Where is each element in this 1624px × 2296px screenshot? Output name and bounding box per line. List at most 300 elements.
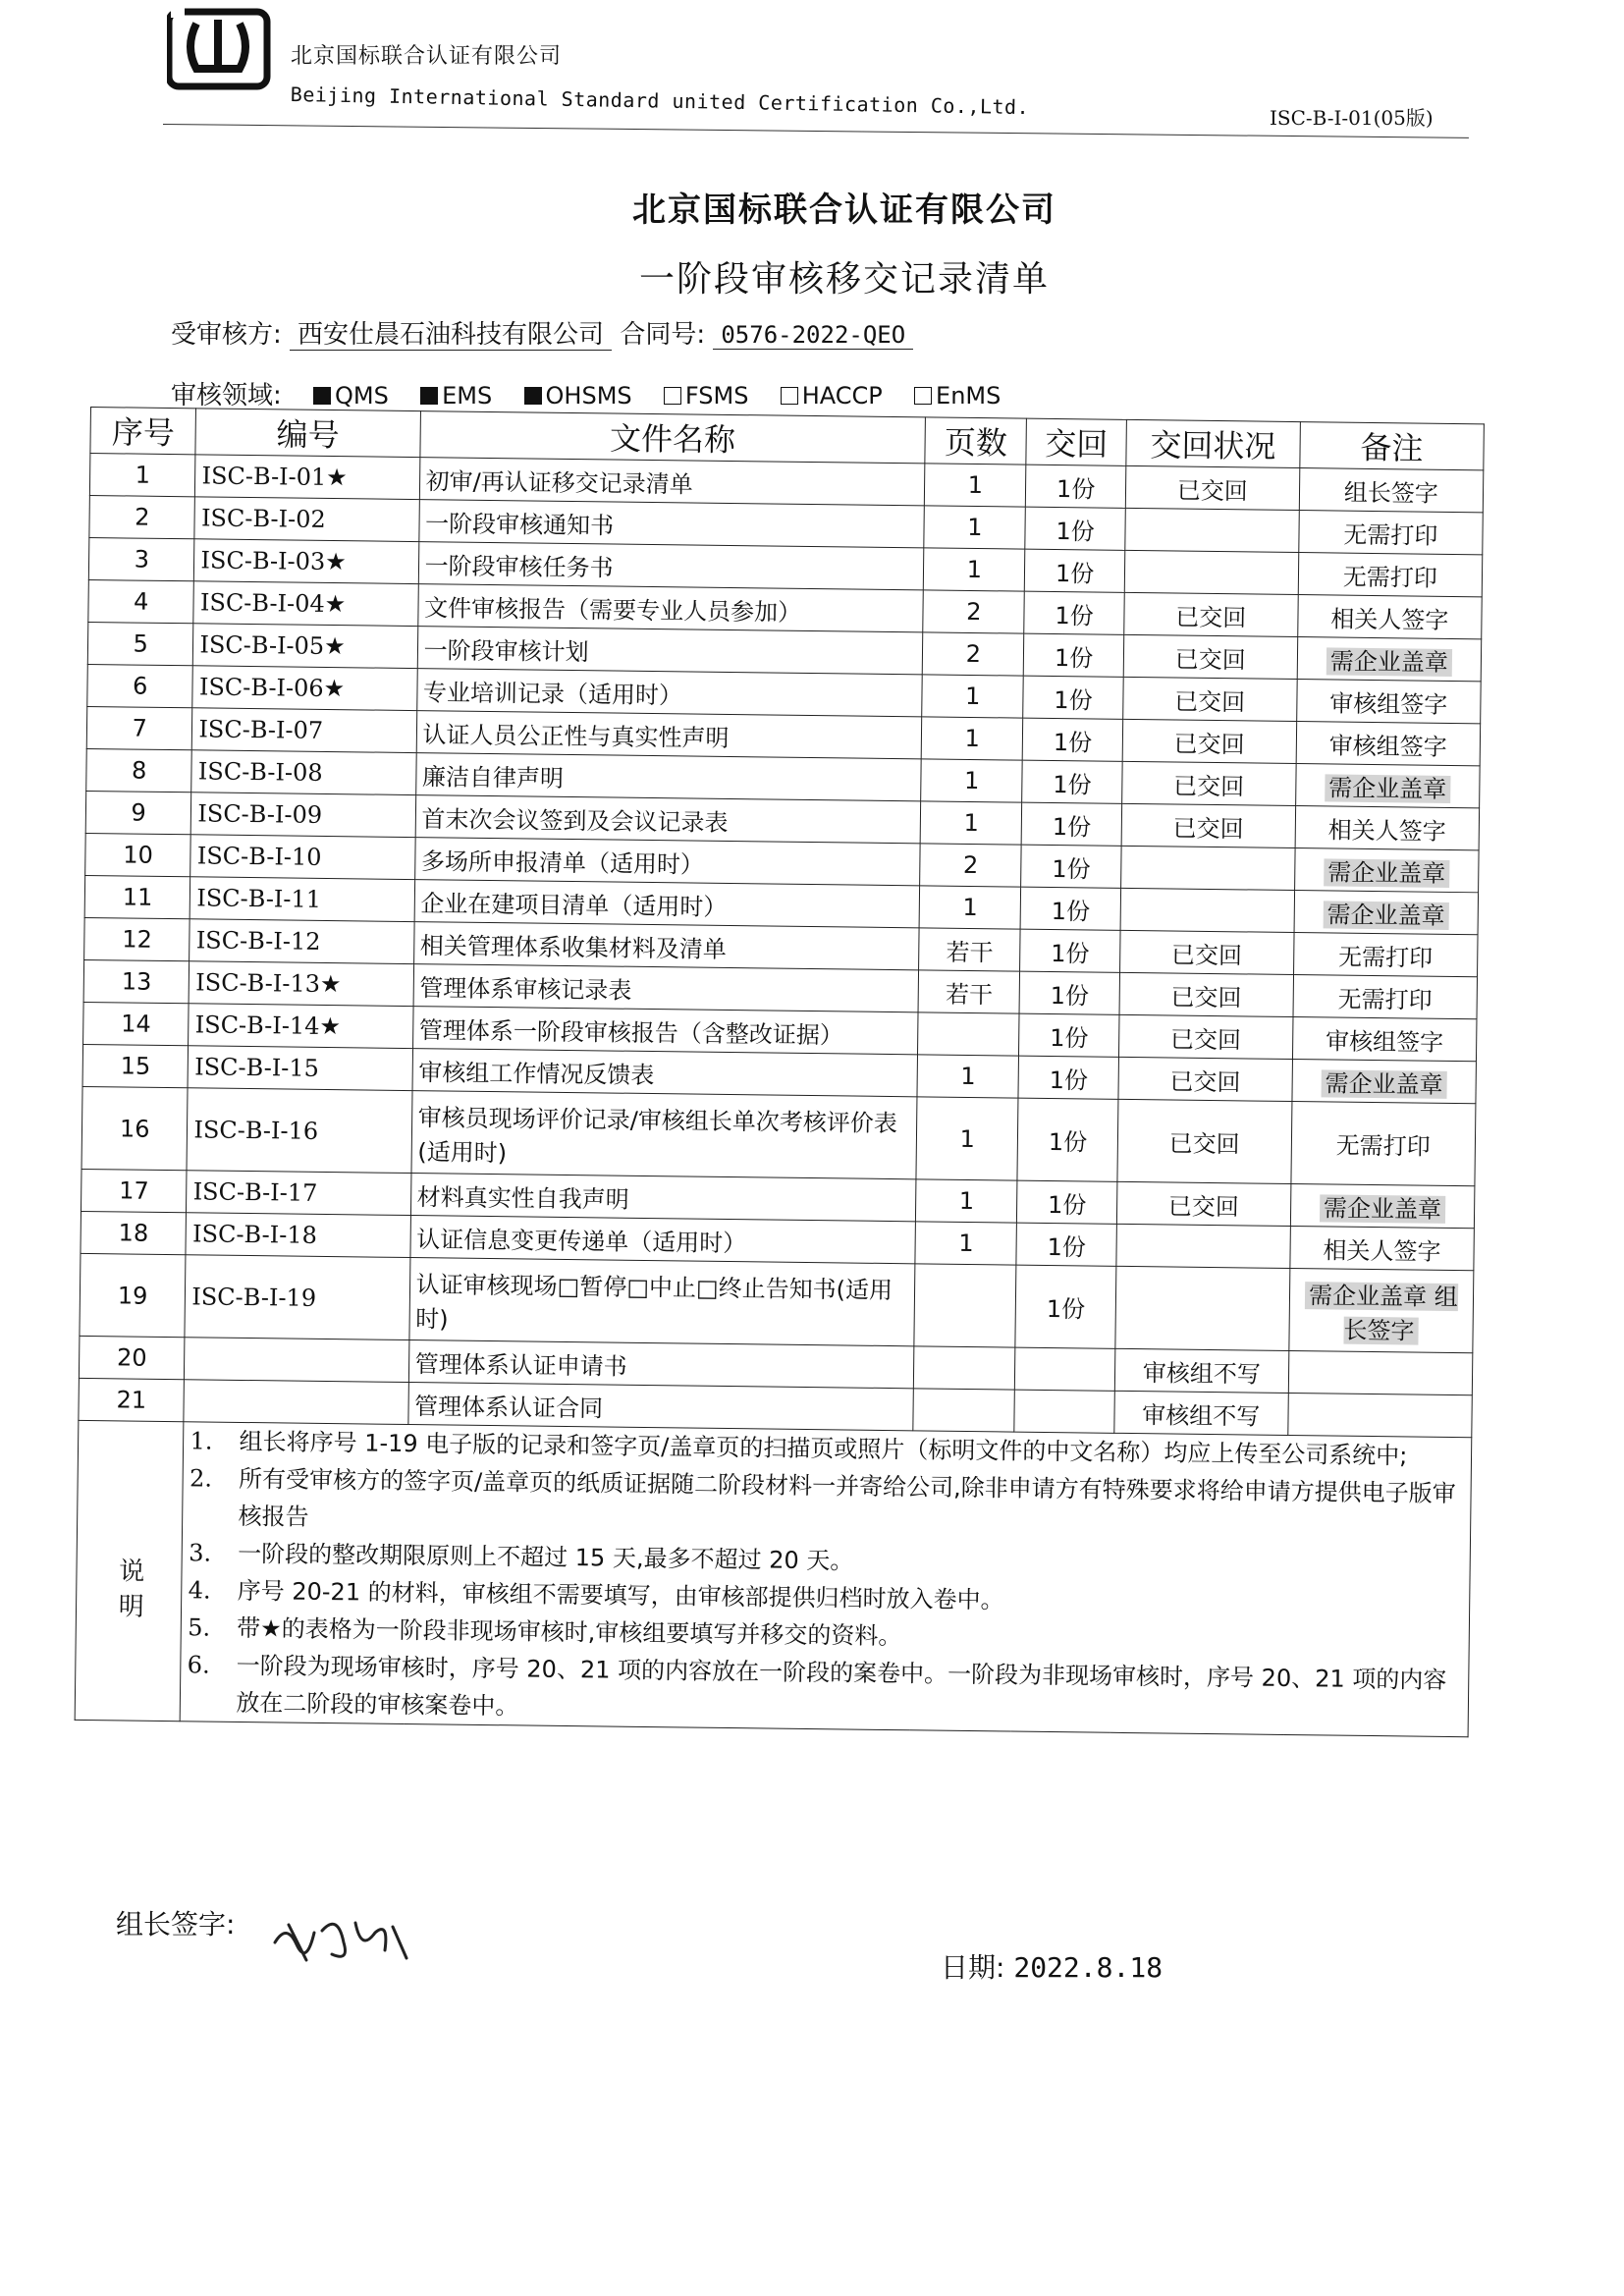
row-remark-text: 需企业盖章: [1320, 1194, 1445, 1224]
note-item: 2. 所有受审核方的签字页/盖章页的纸质证据随二阶段材料一并寄给公司,除非申请方有特殊要求将给申请方提供电子版审核报告: [189, 1464, 1456, 1531]
row-remark: [1290, 1183, 1475, 1228]
row-returned: [1022, 802, 1122, 846]
leader-signature-label: 组长签字:: [116, 1908, 236, 1941]
handover-table: [75, 407, 1485, 1737]
header-returned: 交回: [1026, 418, 1126, 465]
row-name-text: 管理体系审核记录表: [419, 973, 632, 1005]
row-no-text: 17: [119, 1176, 149, 1205]
row-name-text: 文件审核报告（需要专业人员参加）: [423, 593, 802, 627]
row-pages: [914, 1346, 1016, 1390]
row-no-text: 10: [123, 841, 154, 869]
auditee-label: 受审核方:: [171, 320, 282, 350]
row-code-text: ISC-B-I-19: [191, 1282, 317, 1312]
row-no: [84, 917, 190, 960]
row-code: [194, 539, 419, 584]
row-no-text: 15: [120, 1052, 151, 1080]
row-no: [79, 1378, 185, 1421]
row-status: [1122, 677, 1296, 721]
domain-option-haccp: HACCP: [781, 382, 883, 410]
row-status-text: 已交回: [1175, 603, 1247, 631]
row-remark-text: 无需打印: [1342, 563, 1438, 592]
row-remark: [1295, 764, 1480, 808]
row-name-text: 初审/再认证移交记录清单: [425, 466, 693, 499]
row-remark-text: 无需打印: [1337, 943, 1434, 972]
row-code-text: ISC-B-I-11: [196, 884, 322, 913]
row-remark: [1298, 553, 1483, 597]
row-no: [88, 579, 194, 623]
row-name-text: 一阶段审核通知书: [424, 509, 615, 540]
row-name: [412, 1049, 918, 1097]
row-code-text: ISC-B-I-01★: [201, 462, 348, 492]
note-item: 4. 序号 20-21 的材料，审核组不需要填写，由审核部提供归档时放入卷中。: [188, 1576, 1004, 1614]
note-item: 6. 一阶段为现场审核时，序号 20、21 项的内容放在一阶段的案卷中。一阶段为非现场审核时，序号 20、21 项的内容放在二阶段的审核案卷中。: [187, 1651, 1447, 1721]
row-name: [417, 627, 923, 675]
row-no: [88, 537, 194, 580]
row-remark: [1290, 1226, 1475, 1270]
row-remark: [1291, 1102, 1476, 1186]
row-pages: [923, 548, 1025, 591]
row-name: [410, 1216, 916, 1264]
domain-option-qms: QMS: [313, 382, 389, 410]
row-pages: [920, 801, 1022, 845]
row-returned-text: 1份: [1055, 601, 1094, 629]
row-no-text: 20: [116, 1343, 147, 1372]
row-no: [81, 1169, 187, 1212]
row-name: [416, 669, 922, 717]
row-remark-text: 审核组签字: [1329, 688, 1448, 719]
checkbox-unchecked-icon: [781, 387, 798, 405]
row-name-text: 首末次会议签到及会议记录表: [421, 804, 729, 837]
row-pages-text: 1: [959, 1124, 976, 1153]
row-returned-text: 1份: [1050, 1023, 1089, 1052]
row-no-text: 11: [122, 883, 153, 911]
row-status: [1125, 508, 1299, 552]
row-status-text: 已交回: [1169, 1066, 1241, 1096]
auditee-line: [171, 314, 913, 351]
row-returned: [1018, 1056, 1118, 1099]
row-name-text: 材料真实性自我声明: [416, 1182, 629, 1214]
row-returned: [1022, 760, 1122, 803]
row-code: [191, 750, 416, 795]
row-code-text: ISC-B-I-18: [191, 1220, 318, 1249]
row-remark-text: 无需打印: [1337, 985, 1433, 1014]
row-pages-text: 1: [962, 893, 978, 922]
row-pages-text: 1: [967, 513, 983, 542]
row-returned: [1017, 1180, 1117, 1224]
row-no: [85, 833, 191, 876]
row-code: [193, 624, 418, 669]
row-returned: [1015, 1265, 1115, 1348]
row-status-text: 已交回: [1176, 476, 1248, 505]
note-item: 3. 一阶段的整改期限原则上不超过 15 天,最多不超过 20 天。: [188, 1539, 854, 1575]
row-status: [1117, 1099, 1292, 1183]
notes-label: 说明: [114, 1557, 144, 1628]
row-no: [89, 495, 195, 538]
row-no-text: 1: [135, 461, 151, 489]
row-name: [419, 458, 925, 506]
row-returned: [1020, 929, 1120, 972]
title-form: 一阶段审核移交记录清单: [638, 259, 1050, 300]
company-name-en: Beijing International Standard united Certification Co.,Ltd.: [290, 82, 1030, 120]
row-returned: [1021, 887, 1121, 930]
domain-option-enms: EnMS: [914, 382, 1001, 410]
row-returned-text: 1份: [1050, 981, 1090, 1010]
row-no-text: 3: [134, 545, 150, 574]
row-pages: [913, 1389, 1015, 1432]
auditee-value: 西安仕晨石油科技有限公司: [290, 320, 612, 351]
row-pages: [922, 675, 1024, 718]
row-name: [413, 964, 919, 1012]
row-returned: [1015, 1347, 1115, 1391]
audit-domain-line: [171, 375, 1001, 411]
row-name: [411, 1091, 918, 1179]
row-remark: [1297, 637, 1482, 682]
header-pages: 页数: [925, 417, 1027, 465]
domain-option-ems: EMS: [420, 382, 492, 410]
notes-content: [181, 1422, 1472, 1737]
row-remark: [1293, 933, 1478, 977]
row-status: [1121, 761, 1295, 805]
row-status-text: 已交回: [1169, 1024, 1242, 1054]
row-returned: [1025, 507, 1125, 550]
row-pages-text: 2: [962, 850, 979, 880]
row-code-text: ISC-B-I-14★: [194, 1011, 342, 1041]
row-code: [189, 961, 414, 1007]
domain-option-fsms: FSMS: [664, 382, 749, 410]
row-name-text: 管理体系一阶段审核报告（含整改证据）: [418, 1015, 843, 1049]
row-status: [1122, 719, 1296, 763]
row-status: [1120, 846, 1294, 890]
row-name-text: 认证信息变更传递单（适用时）: [416, 1225, 747, 1257]
row-pages: [916, 1179, 1018, 1223]
row-returned: [1023, 676, 1123, 719]
row-pages: [924, 464, 1026, 507]
row-remark: [1288, 1393, 1473, 1437]
row-no: [86, 748, 192, 792]
row-remark: [1292, 1060, 1477, 1104]
row-status: [1124, 592, 1298, 636]
row-pages-text: 1: [958, 1186, 975, 1216]
row-returned-text: 1份: [1048, 1127, 1088, 1157]
row-code: [192, 708, 417, 753]
row-returned: [1014, 1390, 1114, 1433]
row-pages: [919, 928, 1021, 971]
row-pages-text: 1: [967, 470, 984, 500]
row-name: [418, 500, 924, 548]
row-status-text: 已交回: [1174, 645, 1246, 674]
row-remark-text: 需企业盖章: [1326, 647, 1452, 677]
row-name: [414, 880, 920, 928]
header-status: 交回状况: [1126, 419, 1301, 467]
row-pages: [918, 1012, 1020, 1056]
row-remark: [1297, 595, 1482, 639]
row-pages: [920, 844, 1022, 887]
row-name-text: 一阶段审核计划: [423, 635, 589, 666]
row-code-text: ISC-B-I-03★: [200, 546, 347, 576]
row-name: [408, 1340, 914, 1389]
row-status: [1123, 634, 1297, 679]
row-no-text: 9: [131, 798, 146, 827]
row-pages-text: 2: [965, 639, 982, 669]
row-name-text: 一阶段审核任务书: [424, 551, 614, 582]
row-pages-text: 1: [963, 766, 980, 795]
row-no: [83, 1002, 189, 1045]
row-no-text: 19: [117, 1281, 148, 1310]
checkbox-checked-icon: [420, 387, 438, 405]
row-returned: [1021, 845, 1121, 888]
row-status: [1121, 803, 1295, 847]
row-remark: [1294, 891, 1479, 935]
row-remark-text: 审核组签字: [1325, 1026, 1444, 1057]
header-name: 文件名称: [419, 411, 925, 464]
checkbox-checked-icon: [313, 387, 331, 405]
row-no: [87, 664, 193, 707]
row-name-text: 相关管理体系收集材料及清单: [419, 931, 728, 963]
row-no-text: 2: [135, 503, 150, 531]
row-no: [89, 454, 195, 497]
row-status-text: 已交回: [1170, 982, 1242, 1011]
row-returned-text: 1份: [1047, 1190, 1087, 1219]
row-returned: [1016, 1223, 1116, 1266]
row-remark-text: 需企业盖章: [1324, 858, 1449, 888]
row-no: [84, 875, 190, 918]
row-no-text: 12: [122, 925, 153, 954]
row-pages-text: 1: [964, 724, 981, 753]
row-remark-text: 组长签字: [1343, 478, 1439, 508]
row-remark-text: 审核组签字: [1328, 731, 1447, 761]
row-code: [191, 793, 416, 838]
date-label: 日期:: [941, 1951, 1005, 1984]
row-remark-text: 需企业盖章 组长签字: [1305, 1282, 1458, 1344]
row-status-text: 已交回: [1173, 730, 1245, 758]
notes-label-cell: [75, 1420, 184, 1721]
row-remark-text: 相关人签字: [1330, 604, 1449, 634]
row-name-text: 审核组工作情况反馈表: [418, 1058, 655, 1089]
row-code-text: ISC-B-I-09: [197, 799, 323, 829]
row-code-text: ISC-B-I-07: [198, 715, 324, 744]
row-code: [186, 1213, 410, 1258]
row-status-text: 已交回: [1172, 772, 1245, 800]
row-pages-text: 1: [964, 682, 981, 711]
row-status: [1124, 550, 1298, 594]
row-returned-text: 1份: [1046, 1294, 1086, 1324]
row-remark: [1288, 1350, 1473, 1394]
row-code: [189, 919, 414, 964]
row-status-text: 已交回: [1173, 687, 1246, 716]
row-status: [1114, 1348, 1288, 1393]
row-status-text: 已交回: [1167, 1191, 1240, 1221]
row-pages-text: 1: [963, 808, 980, 838]
company-name-cn: 北京国标联合认证有限公司: [291, 44, 563, 69]
row-status-text: 审核组不写: [1142, 1358, 1261, 1389]
row-name: [416, 711, 922, 759]
row-name-text: 管理体系认证合同: [413, 1392, 604, 1422]
row-pages-text: 1: [966, 555, 983, 584]
row-code: [185, 1338, 409, 1383]
row-code: [184, 1380, 408, 1425]
row-code: [195, 455, 420, 500]
row-status: [1114, 1391, 1288, 1435]
row-returned-text: 1份: [1054, 643, 1094, 672]
row-name-text: 管理体系认证申请书: [414, 1349, 627, 1381]
row-name: [418, 542, 924, 590]
row-name-text: 审核员现场评价记录/审核组长单次考核评价表(适用时): [417, 1103, 897, 1167]
row-returned-text: 1份: [1051, 939, 1090, 967]
row-pages: [915, 1222, 1017, 1265]
row-name-text: 企业在建项目清单（适用时）: [420, 889, 728, 921]
row-remark: [1299, 511, 1484, 555]
note-item: 1. 组长将序号 1-19 电子版的记录和签字页/盖章页的扫描页或照片（标明文件的中文名称）均应上传至公司系统中;: [189, 1427, 1408, 1470]
row-remark: [1295, 806, 1480, 850]
row-remark: [1296, 722, 1481, 766]
company-logo: [167, 4, 275, 94]
row-code-text: ISC-B-I-04★: [199, 588, 347, 619]
row-code-text: ISC-B-I-16: [193, 1115, 319, 1145]
note-item: 5. 带★的表格为一阶段非现场审核时,审核组要填写并移交的资料。: [188, 1613, 902, 1651]
row-no-text: 5: [133, 629, 149, 658]
row-no-text: 18: [118, 1219, 149, 1247]
row-no: [80, 1253, 186, 1337]
row-remark-text: 相关人签字: [1327, 815, 1446, 846]
row-returned: [1019, 1013, 1119, 1057]
row-pages: [917, 1055, 1019, 1098]
title-company: 北京国标联合认证有限公司: [632, 191, 1056, 230]
row-returned-text: 1份: [1049, 1066, 1089, 1094]
row-pages-text: 若干: [946, 938, 994, 966]
row-no: [82, 1044, 189, 1087]
row-pages-text: 2: [966, 597, 982, 627]
row-returned-text: 1份: [1051, 897, 1091, 925]
date-value: 2022.8.18: [1013, 1951, 1164, 1984]
row-pages: [921, 717, 1023, 760]
row-returned-text: 1份: [1056, 517, 1095, 546]
row-code: [187, 1088, 411, 1174]
row-code-text: ISC-B-I-17: [192, 1177, 318, 1207]
row-code: [193, 581, 418, 627]
row-status: [1116, 1224, 1290, 1268]
contract-label: 合同号:: [620, 320, 706, 350]
domain-option-ohsms: OHSMS: [524, 382, 632, 410]
row-status: [1125, 465, 1299, 510]
row-returned: [1017, 1098, 1117, 1181]
row-returned-text: 1份: [1053, 770, 1092, 798]
row-pages: [923, 590, 1025, 633]
row-code: [185, 1255, 409, 1340]
row-code: [187, 1171, 411, 1216]
row-code-text: ISC-B-I-10: [196, 842, 322, 871]
row-code: [188, 1046, 412, 1091]
row-name: [415, 795, 921, 844]
row-returned-text: 1份: [1052, 854, 1091, 883]
row-no: [86, 706, 192, 749]
row-no-text: 6: [132, 672, 148, 700]
row-pages-text: 若干: [945, 980, 994, 1009]
row-pages-text: 1: [960, 1062, 976, 1091]
row-code: [192, 666, 417, 711]
checkbox-unchecked-icon: [914, 387, 932, 405]
row-status-text: 已交回: [1172, 814, 1244, 843]
row-name: [417, 584, 923, 632]
row-returned: [1024, 633, 1124, 677]
row-status: [1119, 972, 1293, 1016]
row-remark: [1296, 680, 1481, 724]
checkbox-unchecked-icon: [664, 387, 681, 405]
header-no: 序号: [90, 408, 196, 455]
row-status: [1115, 1266, 1290, 1350]
row-code: [190, 835, 415, 880]
row-remark-text: 需企业盖章: [1325, 774, 1450, 803]
row-returned: [1025, 549, 1125, 592]
row-no: [79, 1336, 185, 1379]
row-returned: [1024, 591, 1124, 634]
row-no-text: 13: [121, 967, 152, 996]
row-remark: [1294, 848, 1479, 893]
row-no-text: 16: [119, 1114, 150, 1143]
row-name-text: 廉洁自律声明: [421, 762, 565, 793]
domain-label: 审核领域:: [171, 381, 282, 410]
row-pages: [919, 886, 1021, 929]
row-name: [408, 1258, 915, 1346]
row-returned: [1023, 718, 1123, 761]
row-remark-text: 无需打印: [1335, 1131, 1431, 1161]
document-code: ISC-B-I-01(05版): [1270, 106, 1434, 130]
header-remark: 备注: [1300, 422, 1485, 470]
row-remark-text: 无需打印: [1343, 520, 1438, 550]
row-no-text: 7: [132, 714, 148, 742]
row-no: [85, 791, 191, 834]
row-remark-text: 相关人签字: [1323, 1235, 1441, 1266]
row-name: [410, 1174, 916, 1222]
row-no: [81, 1086, 188, 1170]
row-name: [414, 838, 920, 886]
row-no-text: 4: [133, 587, 149, 616]
row-no-text: 21: [116, 1386, 147, 1414]
row-pages: [922, 632, 1024, 676]
row-code-text: ISC-B-I-13★: [195, 968, 342, 999]
row-status: [1116, 1181, 1290, 1226]
row-status: [1118, 1014, 1292, 1059]
row-status-text: 审核组不写: [1142, 1400, 1261, 1431]
row-remark: [1292, 1017, 1477, 1062]
row-pages: [921, 759, 1023, 802]
row-status: [1118, 1057, 1292, 1101]
row-remark: [1299, 468, 1484, 513]
row-code: [190, 877, 415, 922]
row-name-text: 认证审核现场□暂停□中止□终止告知书(适用时): [415, 1270, 893, 1334]
row-returned: [1026, 465, 1126, 508]
row-returned-text: 1份: [1053, 728, 1093, 756]
row-name-text: 专业培训记录（适用时）: [422, 678, 683, 709]
row-code: [189, 1004, 413, 1049]
date-line: [941, 1946, 1163, 1986]
row-remark: [1293, 975, 1478, 1019]
header-code: 编号: [195, 409, 420, 458]
row-no: [81, 1211, 187, 1254]
row-code-text: ISC-B-I-15: [194, 1053, 320, 1082]
row-status-text: 已交回: [1170, 940, 1243, 969]
row-returned-text: 1份: [1056, 474, 1096, 504]
row-code-text: ISC-B-I-02: [200, 504, 326, 533]
row-returned-text: 1份: [1047, 1232, 1087, 1261]
row-returned-text: 1份: [1054, 685, 1093, 714]
notes-row: [75, 1420, 1472, 1736]
leader-signature: [267, 1903, 414, 1972]
row-code-text: ISC-B-I-06★: [198, 673, 346, 703]
row-remark-text: 需企业盖章: [1323, 901, 1448, 930]
row-code-text: ISC-B-I-12: [195, 926, 321, 956]
row-remark-text: 需企业盖章: [1321, 1069, 1446, 1099]
row-no: [83, 959, 189, 1003]
